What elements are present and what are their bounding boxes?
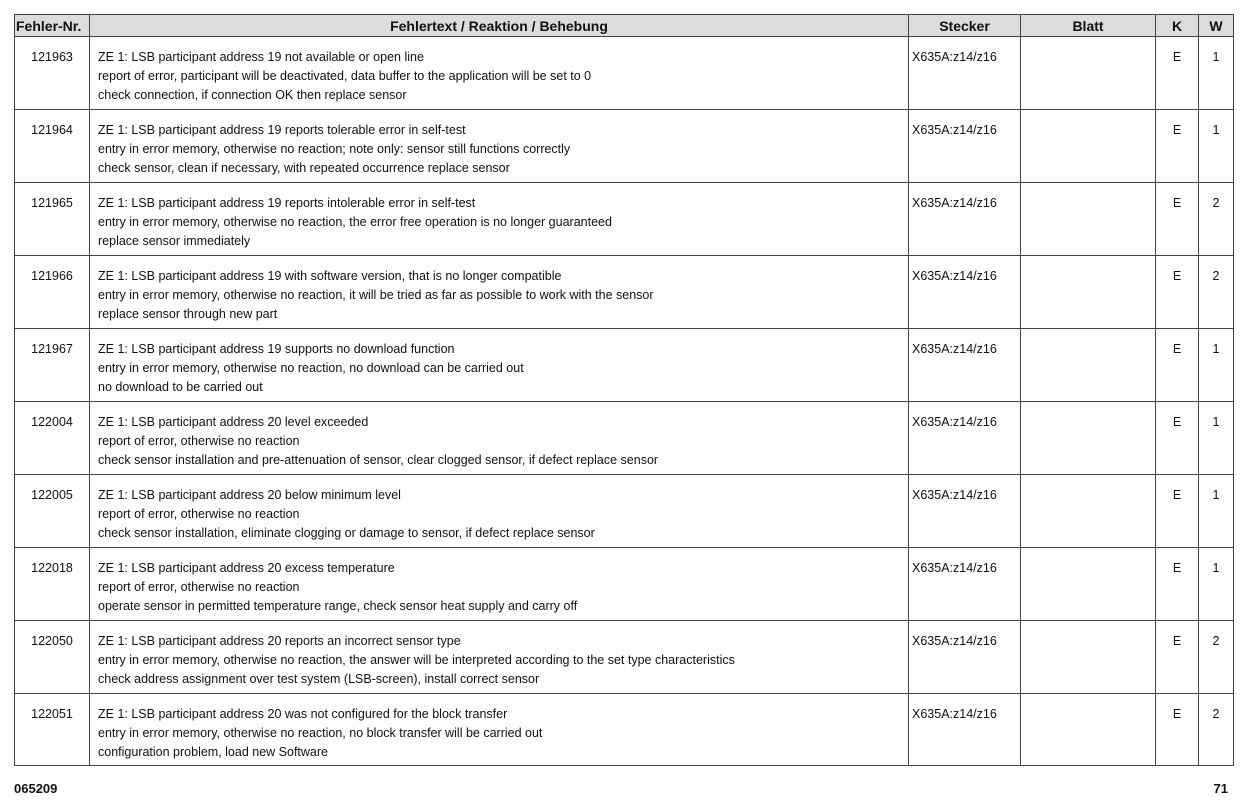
error-description [90,329,909,402]
connector-value: X635A:z14/z16 [909,110,1021,183]
w-value: 1 [1199,548,1234,621]
error-code-table [14,14,1234,766]
error-number: 122005 [15,475,90,548]
error-text-line: ZE 1: LSB participant address 20 below minimum level [98,488,401,502]
column-header-k: K [1156,15,1199,37]
table-row [15,475,1234,548]
table-row [15,110,1234,183]
reaction-text-line: entry in error memory, otherwise no reaction, no download can be carried out [98,361,524,375]
k-value: E [1156,548,1199,621]
w-value: 2 [1199,183,1234,256]
k-value: E [1156,256,1199,329]
table-row [15,548,1234,621]
remedy-text-line: check address assignment over test system (LSB-screen), install correct sensor [98,672,540,686]
k-value: E [1156,621,1199,694]
blatt-value [1021,694,1156,766]
blatt-value [1021,183,1156,256]
table-row [15,329,1234,402]
blatt-value [1021,548,1156,621]
error-text-line: ZE 1: LSB participant address 19 supports no download function [98,342,455,356]
error-text-line: ZE 1: LSB participant address 20 was not configured for the block transfer [98,707,508,721]
w-value: 1 [1199,475,1234,548]
remedy-text-line: check sensor installation and pre-attenuation of sensor, clear clogged sensor, if defect replace sensor [98,453,659,467]
error-number: 122018 [15,548,90,621]
remedy-text-line: configuration problem, load new Software [98,745,328,759]
error-number: 121966 [15,256,90,329]
k-value: E [1156,329,1199,402]
error-number: 121967 [15,329,90,402]
reaction-text-line: entry in error memory, otherwise no reaction; note only: sensor still functions correctly [98,142,571,156]
table-header-row [15,15,1234,37]
error-number: 122051 [15,694,90,766]
error-description [90,110,909,183]
w-value: 1 [1199,37,1234,110]
remedy-text-line: replace sensor through new part [98,307,278,321]
error-text-line: ZE 1: LSB participant address 19 not available or open line [98,50,424,64]
error-description [90,402,909,475]
w-value: 2 [1199,256,1234,329]
w-value: 1 [1199,110,1234,183]
blatt-value [1021,37,1156,110]
error-number: 121963 [15,37,90,110]
blatt-value [1021,256,1156,329]
k-value: E [1156,402,1199,475]
column-header-fehler-nr: Fehler-Nr. [15,15,90,37]
connector-value: X635A:z14/z16 [909,402,1021,475]
connector-value: X635A:z14/z16 [909,329,1021,402]
error-number: 122004 [15,402,90,475]
error-text-line: ZE 1: LSB participant address 19 with software version, that is no longer compatible [98,269,562,283]
blatt-value [1021,110,1156,183]
remedy-text-line: check sensor installation, eliminate clogging or damage to sensor, if defect replace sensor [98,526,595,540]
reaction-text-line: entry in error memory, otherwise no reaction, it will be tried as far as possible to work with the sensor [98,288,654,302]
error-number: 121965 [15,183,90,256]
k-value: E [1156,110,1199,183]
error-text-line: ZE 1: LSB participant address 19 reports tolerable error in self-test [98,123,466,137]
table-row [15,183,1234,256]
w-value: 2 [1199,694,1234,766]
error-description [90,694,909,766]
error-description [90,256,909,329]
table-row [15,621,1234,694]
k-value: E [1156,694,1199,766]
reaction-text-line: entry in error memory, otherwise no reaction, the error free operation is no longer guaranteed [98,215,612,229]
reaction-text-line: entry in error memory, otherwise no reaction, no block transfer will be carried out [98,726,543,740]
remedy-text-line: check connection, if connection OK then replace sensor [98,88,407,102]
error-text-line: ZE 1: LSB participant address 19 reports intolerable error in self-test [98,196,476,210]
error-description [90,37,909,110]
connector-value: X635A:z14/z16 [909,183,1021,256]
error-description [90,475,909,548]
error-text-line: ZE 1: LSB participant address 20 excess temperature [98,561,395,575]
blatt-value [1021,329,1156,402]
column-header-blatt: Blatt [1021,15,1156,37]
k-value: E [1156,183,1199,256]
w-value: 2 [1199,621,1234,694]
reaction-text-line: report of error, otherwise no reaction [98,580,300,594]
table-row [15,256,1234,329]
reaction-text-line: report of error, participant will be deactivated, data buffer to the application will be set to 0 [98,69,592,83]
connector-value: X635A:z14/z16 [909,548,1021,621]
error-description [90,621,909,694]
error-number: 121964 [15,110,90,183]
error-number: 122050 [15,621,90,694]
document-number: 065209 [14,781,58,796]
remedy-text-line: replace sensor immediately [98,234,251,248]
column-header-stecker: Stecker [909,15,1021,37]
w-value: 1 [1199,402,1234,475]
table-row [15,37,1234,110]
k-value: E [1156,37,1199,110]
remedy-text-line: no download to be carried out [98,380,263,394]
reaction-text-line: report of error, otherwise no reaction [98,507,300,521]
connector-value: X635A:z14/z16 [909,37,1021,110]
reaction-text-line: report of error, otherwise no reaction [98,434,300,448]
error-description [90,183,909,256]
error-text-line: ZE 1: LSB participant address 20 reports an incorrect sensor type [98,634,461,648]
connector-value: X635A:z14/z16 [909,694,1021,766]
k-value: E [1156,475,1199,548]
blatt-value [1021,621,1156,694]
table-body [15,37,1234,766]
page-number: 71 [1213,781,1228,796]
remedy-text-line: operate sensor in permitted temperature range, check sensor heat supply and carry off [98,599,578,613]
connector-value: X635A:z14/z16 [909,621,1021,694]
connector-value: X635A:z14/z16 [909,256,1021,329]
w-value: 1 [1199,329,1234,402]
error-description [90,548,909,621]
table-row [15,402,1234,475]
column-header-w: W [1199,15,1234,37]
column-header-fehlertext: Fehlertext / Reaktion / Behebung [90,15,909,37]
error-text-line: ZE 1: LSB participant address 20 level exceeded [98,415,369,429]
reaction-text-line: entry in error memory, otherwise no reaction, the answer will be interpreted according to the set type characteristics [98,653,735,667]
table-row [15,694,1234,766]
blatt-value [1021,475,1156,548]
connector-value: X635A:z14/z16 [909,475,1021,548]
remedy-text-line: check sensor, clean if necessary, with repeated occurrence replace sensor [98,161,510,175]
blatt-value [1021,402,1156,475]
